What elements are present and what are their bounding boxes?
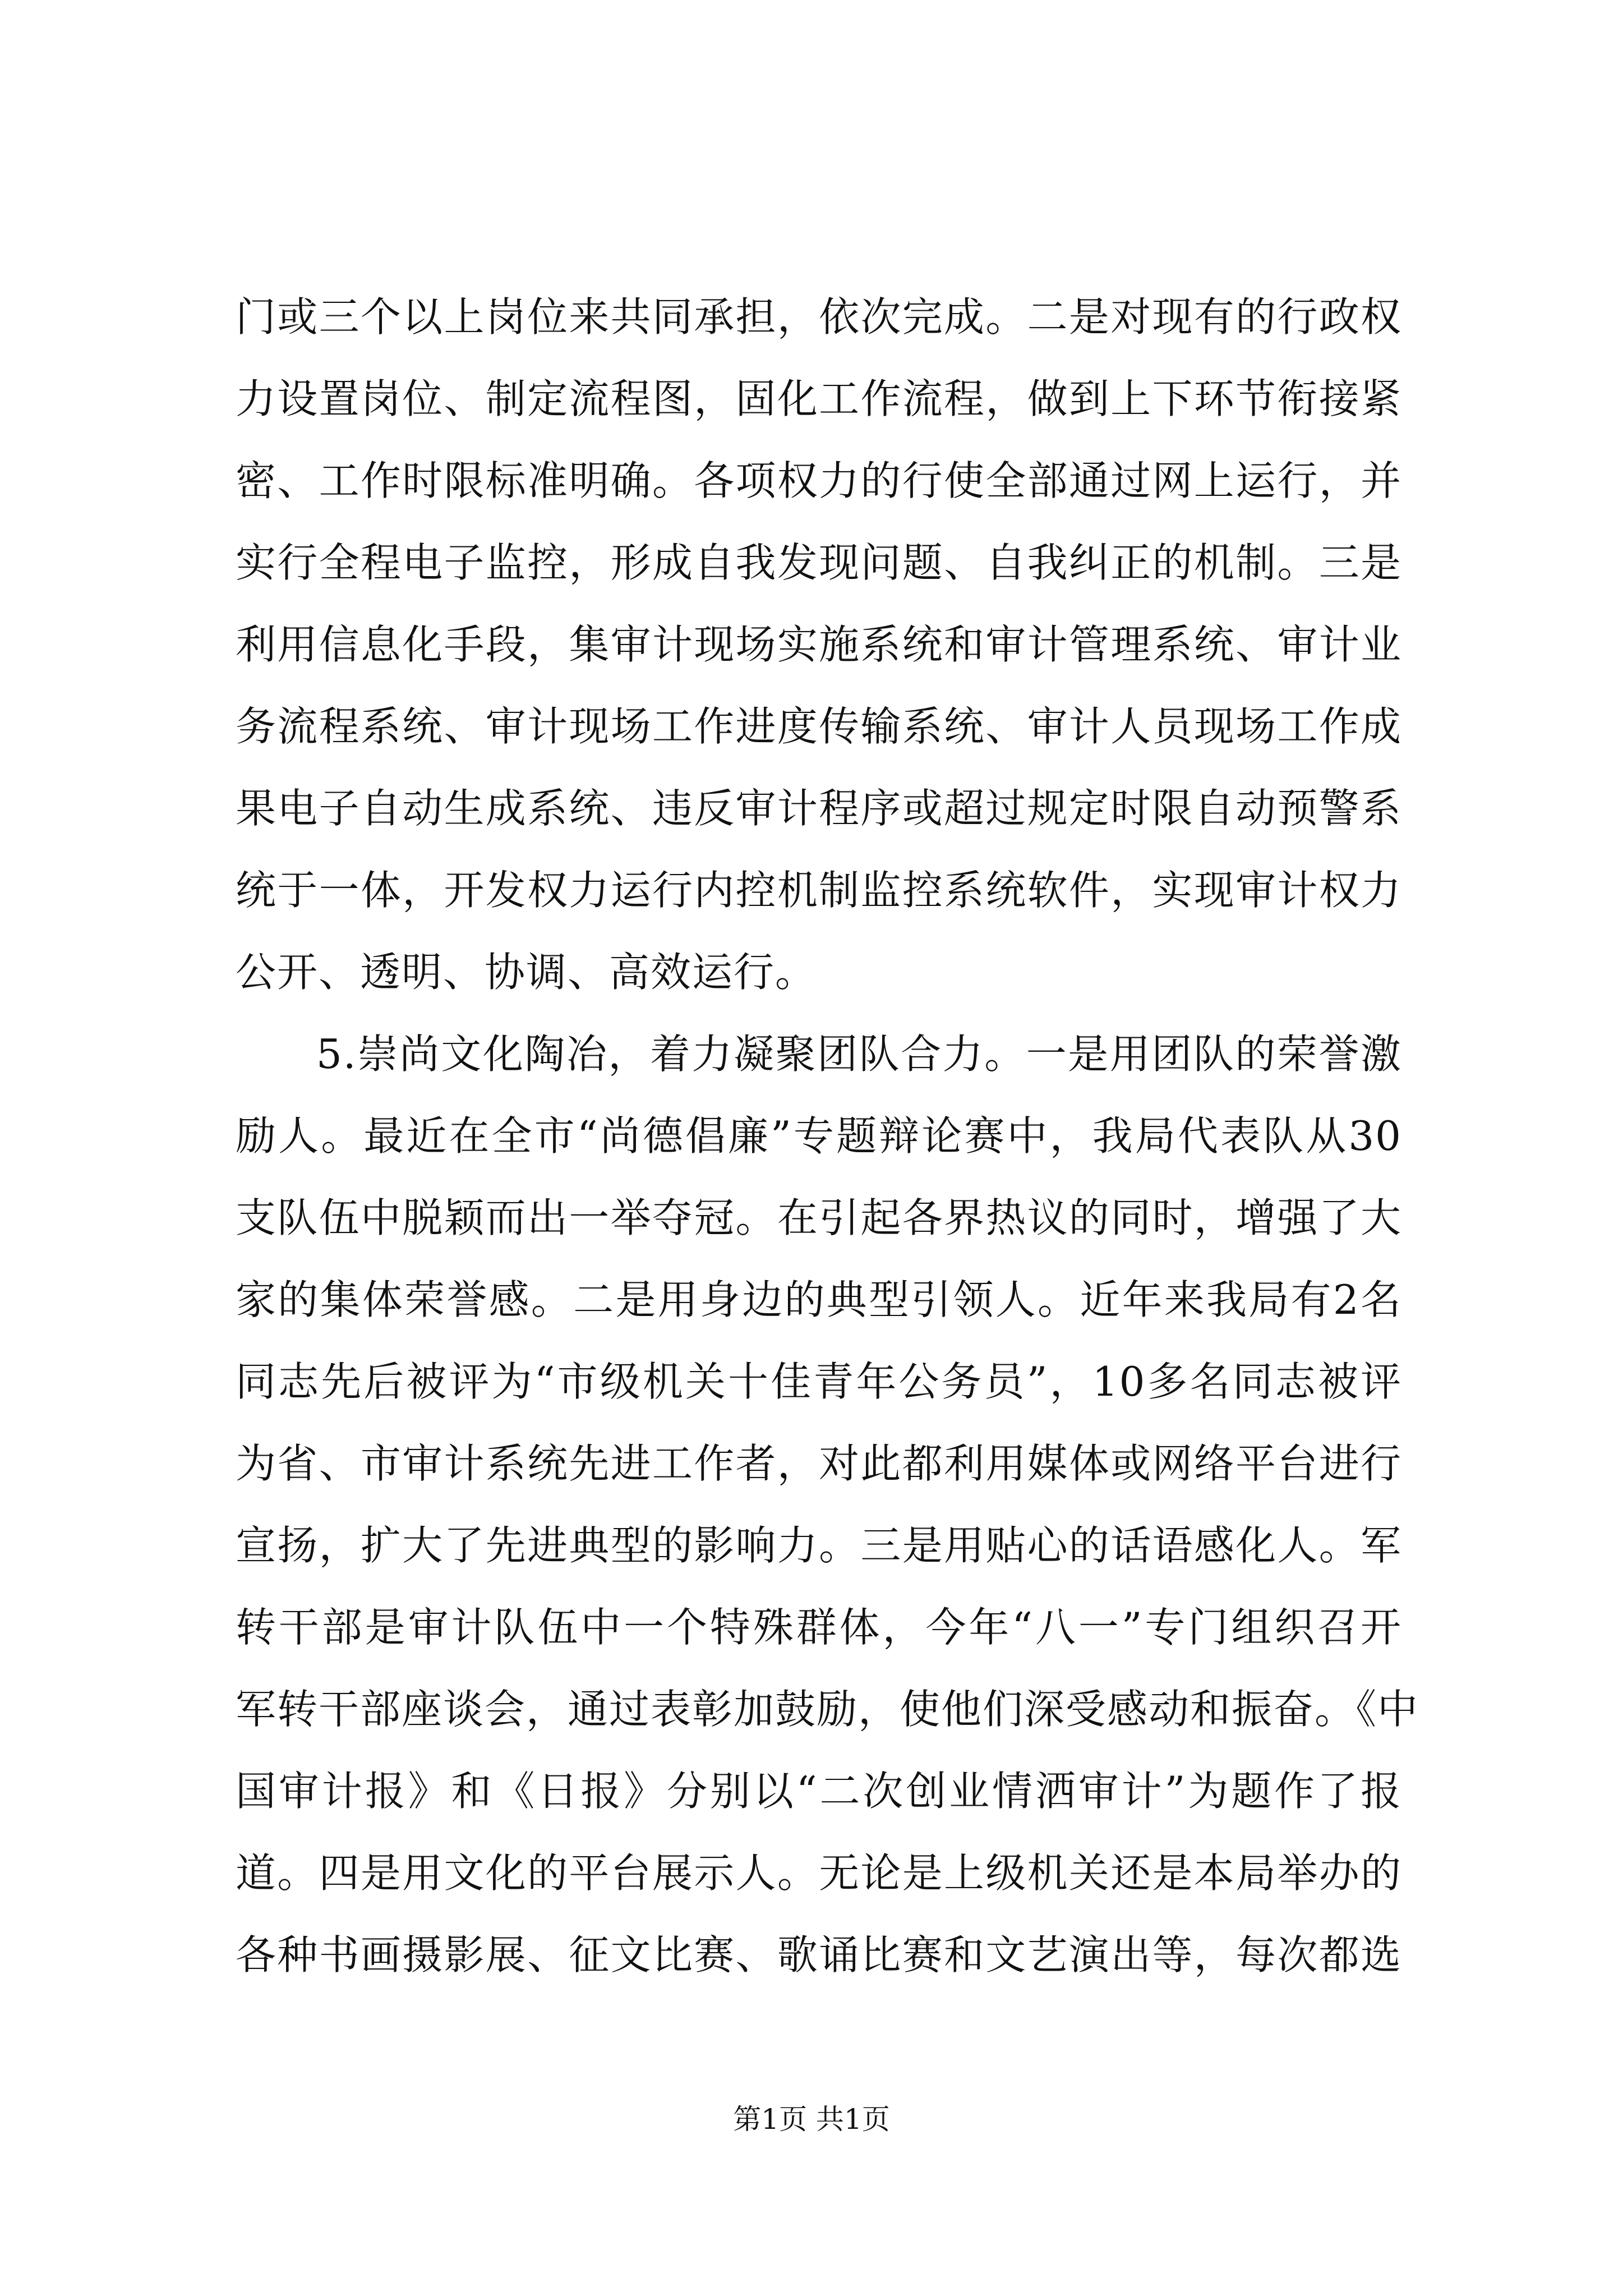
text-line: 公开、透明、协调、高效运行。: [236, 949, 817, 996]
text-line: 为省、市审计系统先进工作者，对此都利用媒体或网络平台进行: [236, 1440, 1402, 1487]
text-line: 果电子自动生成系统、违反审计程序或超过规定时限自动预警系: [236, 785, 1402, 832]
text-line: 宣扬，扩大了先进典型的影响力。三是用贴心的话语感化人。军: [236, 1522, 1402, 1569]
body-text: [236, 276, 1419, 1996]
text-line: 国审计报》和《日报》分别以“二次创业情洒审计”为题作了报: [236, 1768, 1402, 1815]
text-line: 道。四是用文化的平台展示人。无论是上级机关还是本局举办的: [236, 1849, 1402, 1897]
text-line: 实行全程电子监控，形成自我发现问题、自我纠正的机制。三是: [236, 539, 1402, 586]
text-line: 同志先后被评为“市级机关十佳青年公务员”，10多名同志被评: [236, 1358, 1402, 1405]
text-line: 利用信息化手段，集审计现场实施系统和审计管理系统、审计业: [236, 621, 1402, 668]
text-line: 统于一体，开发权力运行内控机制监控系统软件，实现审计权力: [236, 867, 1402, 914]
text-line: 家的集体荣誉感。二是用身边的典型引领人。近年来我局有2名: [236, 1276, 1402, 1323]
text-line: 密、工作时限标准明确。各项权力的行使全部通过网上运行，并: [236, 457, 1402, 504]
text-line: 转干部是审计队伍中一个特殊群体，今年“八一”专门组织召开: [236, 1604, 1402, 1651]
text-line: 门或三个以上岗位来共同承担，依次完成。二是对现有的行政权: [236, 293, 1402, 341]
text-line: 军转干部座谈会，通过表彰加鼓励，使他们深受感动和振奋。《中: [236, 1686, 1419, 1733]
text-line: 励人。最近在全市“尚德倡廉”专题辩论赛中，我局代表队从30: [236, 1112, 1402, 1159]
text-line: 务流程系统、审计现场工作进度传输系统、审计人员现场工作成: [236, 703, 1402, 750]
text-line: 各种书画摄影展、征文比赛、歌诵比赛和文艺演出等，每次都选: [236, 1931, 1402, 1978]
text-line: 力设置岗位、制定流程图，固化工作流程，做到上下环节衔接紧: [236, 375, 1402, 422]
text-line: 支队伍中脱颖而出一举夺冠。在引起各界热议的同时，增强了大: [236, 1194, 1402, 1241]
paragraph-start-line: 5.崇尚文化陶冶，着力凝聚团队合力。一是用团队的荣誉激: [316, 1030, 1402, 1078]
page-number-footer: 第1页 共1页: [733, 2103, 890, 2136]
